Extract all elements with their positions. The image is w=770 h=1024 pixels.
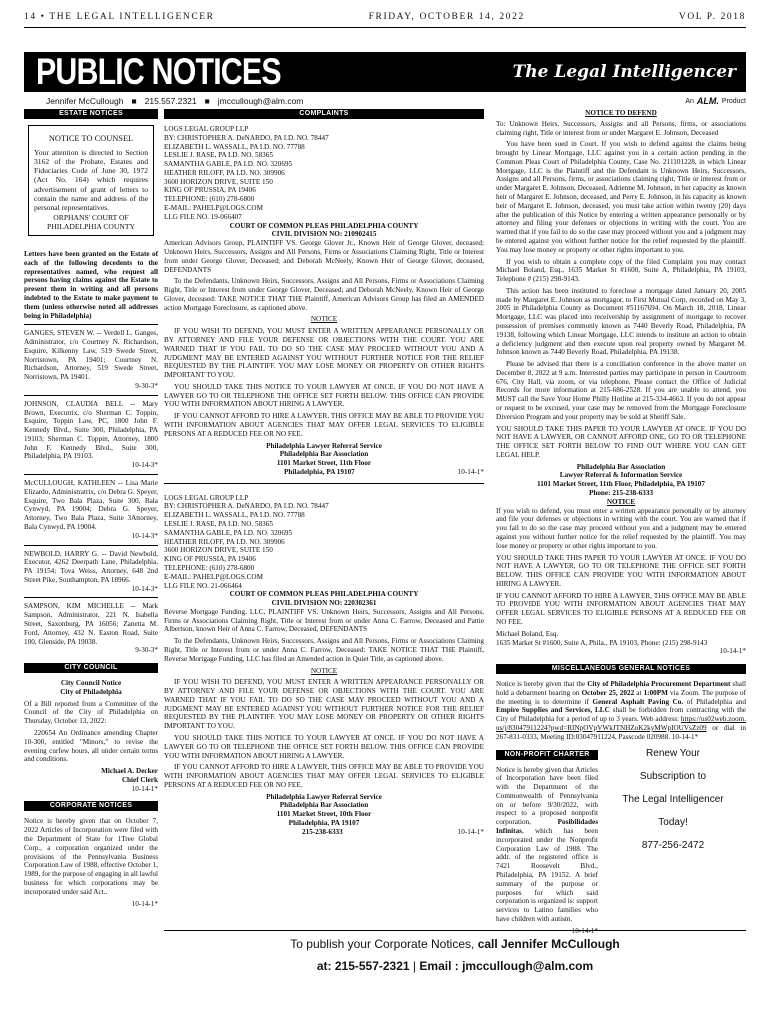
entry-date: 10-14-1*: [131, 784, 158, 793]
box-signature: PHILADELPHIA COUNTY: [47, 221, 135, 231]
section-head-estate: ESTATE NOTICES: [24, 109, 158, 119]
section-head-city-council: CITY COUNCIL: [24, 663, 158, 673]
subscription-phone: 877-256-2472: [641, 840, 705, 851]
entry-date: 10-14-1*: [131, 899, 158, 908]
section-head-misc: MISCELLANEOUS GENERAL NOTICES: [496, 664, 746, 674]
box-title: NOTICE TO COUNSEL: [48, 134, 134, 143]
complaint-text: American Advisors Group, PLAINTIFF VS. George Glover Jr., Known Heir of George Glover, deceased; Unknown Heirs, Successors, Assigns and All Persons, Firms or Associations Claiming Right, Title or Interest from under George Glover, Deceased; and Deborah McNeely, Known Heir of George Glover, deceased, DEFENDANTS: [164, 239, 484, 274]
entry-date: 10-14-3*: [131, 461, 158, 470]
estate-intro: Letters have been granted on the Estate of each of the following decedents to the representatives named, who request all persons having claims against the Estate to present them in writing and all persons indebted to the Estate to make payment to them (unless otherwise noted all addresses being in Philadelphia): [24, 250, 158, 320]
defend-text: YOU SHOULD TAKE THIS PAPER TO YOUR LAWYER AT ONCE. IF YOU DO NOT HAVE A LAWYER, OR CANNOT AFFORD ONE, GO TO OR TELEPHONE THE OFFICE SET FORTH BELOW TO FIND OUT WHERE YOU CAN GET LEGAL HELP.: [496, 424, 746, 459]
alm-logo: ALM.: [696, 96, 719, 106]
estate-entry: McCULLOUGH, KATHLEEN -- Lisa Marie Elizardo, Administratrix, c/o Debra G. Speyer, Esquire, Two Bala Plaza, Suite 300, Bala Cynwyd, PA 19004; Debra G. Speyer, Attorney, Two Bala Plaza, Suite 3Attorney, Bala Cynwyd, PA 19004.: [24, 479, 158, 531]
complaint-text: YOU SHOULD TAKE THIS NOTICE TO YOUR LAWYER AT ONCE. IF YOU DO NOT HAVE A LAWYER GO TO OR TELEPHONE THE OFFICE SET FORTH BELOW. THIS OFFICE CAN PROVIDE YOU WITH INFORMATION ABOUT HIRING A LAWYER.: [164, 734, 484, 760]
divider: [24, 474, 158, 475]
issue-date: FRIDAY, OCTOBER 14, 2022: [368, 11, 525, 22]
entry-date: 10-14-1*: [457, 467, 484, 476]
entry-date: 10-14-1*: [719, 647, 746, 656]
bullet-icon: ■: [204, 96, 210, 106]
defend-text: IF YOU CANNOT AFFORD TO HIRE A LAWYER, THIS OFFICE MAY BE ABLE TO PROVIDE YOU WITH INFORMATION ABOUT AGENCIES THAT MAY OFFER LEGAL SERVICES TO ELIGIBLE PERSONS AT A REDUCED FEE OR NO FEE.: [496, 591, 746, 626]
box-text: Your attention is directed to Section 3162 of the Probate, Estates and Fiduciaries Code of June 30, 1972 (Act No. 164) which requires advertisement of grant of letters to contain the name and address of the personal representatives.: [34, 148, 148, 212]
divider: [164, 483, 484, 484]
entry-date: 9-30-3*: [135, 646, 158, 655]
entry-date: 10-14-1*: [571, 926, 598, 935]
complaint-text: YOU SHOULD TAKE THIS NOTICE TO YOUR LAWYER AT ONCE. IF YOU DO NOT HAVE A LAWYER GO TO OR TELEPHONE THE OFFICE SET FORTH BELOW. THIS OFFICE CAN PROVIDE YOU WITH INFORMATION ABOUT HIRING A LAWYER.: [164, 382, 484, 409]
complaint-text: IF YOU WISH TO DEFEND, YOU MUST ENTER A WRITTEN APPEARANCE PERSONALLY OR BY ATTORNEY AND FILE YOUR DEFENSE OR OBJECTIONS WITH THE COURT. YOU ARE WARNED THAT IF YOU FAIL TO DO SO THE CASE MAY PROCEED WITHOUT YOU AND A JUDGMENT MAY BE ENTERED AGAINST YOU WITHOUT FURTHER NOTICE FOR THE RELIEF REQUESTED BY THE PLAINTIFF. YOU MAY LOSE MONEY OR PROPERTY OR OTHER RIGHTS IMPORTANT TO YOU.: [164, 327, 484, 380]
subscription-ad: Renew Your Subscription to The Legal Intelligencer Today! 877-256-2472: [603, 749, 743, 864]
court-name: COURT OF COMMON PLEAS PHILADELPHIA COUNTY: [229, 221, 419, 230]
notice-heading: NOTICE: [310, 315, 338, 324]
complaint-b: LOGS LEGAL GROUP LLP BY: CHRISTOPHER A. DeNARDO, PA I.D. NO. 78447 ELIZABETH L. WASSALL, PA I.D. NO. 77788 LESLIE J. RASE, PA I.D. NO. 58365 SAMANTHA GABLE, PA I.D. NO. 320695 HEATHER RILOFF, PA I.D. NO. 309906 3600 HORIZON DRIVE, SUITE 150 KING OF PRUSSIA, PA 19406 TELEPHONE: (610) 278-6800 E-MAIL: PAHELP@LOGS.COM LLG FILE NO. 21-066464 COURT OF COMMON PLEAS PHILADELPHIA COUNTY CIVIL DIVISION NO: 220302361: [164, 494, 484, 608]
court-name: COURT OF COMMON PLEAS PHILADELPHIA COUNTY: [229, 590, 419, 599]
footer-contact: call Jennifer McCullough: [477, 937, 620, 951]
estate-entry: GANGES, STEVEN W. -- Verdell L. Ganges, Administrator, c/o Courtney N. Richardson, Esquire, Kilkenny Law, 519 Swede Street, Norristown, PA 19401; Courtney N. Richardson, Attorney, 519 Swede Street, Norristown, PA 19401.: [24, 329, 158, 382]
corporate-text: Notice is hereby given that on October 7, 2022 Articles of Incorporation were filed with the Department of State for 1Tree Global Corp., a corporation organized under the provisions of the Pennsylvania Business Corporation Law of 1988, effective October 1, 1989, for the purpose of engaging in all lawful business for which corporations may be incorporated under said Act..: [24, 817, 158, 896]
defend-text: You have been sued in Court. If you wish to defend against the claims being brought by Linear Mortgage, LLC against you in a certain action pending in the Common Pleas Court of Philadelphia County, Case No. 211101228, in which Linear Mortgage, LLC is the Plaintiff and the Defendant is Unknown Heirs, Successors, Assigns and all Persons, firms, or associations claiming right, Title or interest from or under Margaret E. Johnson, Deceased, Adrienne M. Johnson, in her capacity as known heir of Margaret E. Johnson, deceased, and Perry E. Johnson, in his capacity as known heir of Margaret E. Johnson, deceased, you must take action within twenty (20) days after the publication of this Notice by entering a written appearance personally or by attorney and filing your defenses or objections in writing with the court. You are warned that if you fail to do so the case may proceed without you and a judgment may be entered against you without further notice for the relief requested by the plaintiff. You may lose money or property or other rights important to you.: [496, 140, 746, 254]
bullet-icon: ■: [131, 96, 137, 106]
entry-date: 10-14-1*: [671, 732, 699, 741]
column-notices: NOTICE TO DEFEND To: Unknown Heirs, Successors, Assigns and all Persons, firms, or associations claiming right, Title or interest from or under Margaret E. Johnson, Deceased You have been sued in Court. If you wish to defend against the claims being brought by Linear Mortgage, LLC against you in a certain action pending in the Common Pleas Court of Philadelphia County, Case No. 211101228, in which Linear Mortgage, LLC is the Plaintiff and the Defendant is Unknown Heirs, Successors, Assigns and all Persons, firms, or associations claiming right, Title or interest from or under Margaret E. Johnson, Deceased, Adrienne M. Johnson, in her capacity as known heir of Margaret E. Johnson, deceased, and Perry E. Johnson, in his capacity as known heir of Margaret E. Johnson, deceased, you must take action within twenty (20) days after the publication of this Notice by entering a written appearance personally or by attorney and filing your defenses or objections in writing with the court. You are warned that if you fail to do so the case may proceed without you and a judgment may be entered against you without further notice for the relief requested by the plaintiff. You may lose money or property or other rights important to you. If you wish to obtain a complete copy of the filed Complaint you may contact Michael Boland, Esq., 1635 Market St #1600, Suite A, Philadelphia, PA 19103, Telephone # (215) 298-9143. This action has been instituted to foreclose a mortgage dated January 20, 2005 made by Margaret E. Johnson as mortgagor, to First Mutual Corp, recorded on May 3, 2005 in Philadelphia County as Document #51167694. On March 18, 2018, Linear Mortgage, LLC was placed into receivership by assignment of mortgage to recover possession of premises commonly known as 7440 Beverly Road, Philadelphia, PA 19138, following which Linear Mortgage, LLC intends to institute an action to obtain a deficiency judgment and then execute upon real property owned by Margaret M. Johnson known as 7440 Beverly Road, Philadelphia, PA 19138. Please be advised that there is a conciliation conference in the above matter on December 8, 2022 at 9 a.m. Interested parties may participate in person in Courtroom 676, City Hall, via zoom, or via telephone. Please contact the Office of Judicial Records for more information at 215-686-2528. If you are unable to attend, you MUST call the Save Your Home Philly Hotline at 215-334-4663. If you do not appear or request to be excused, your case may be removed from the Mortgage Foreclosure Diversion Program and your property may be sold at Sheriff Sale. YOU SHOULD TAKE THIS PAPER TO YOUR LAWYER AT ONCE. IF YOU DO NOT HAVE A LAWYER, OR CANNOT AFFORD ONE, GO TO OR TELEPHONE THE OFFICE SET FORTH BELOW TO FIND OUT WHERE YOU CAN GET LEGAL HELP. Philadelphia Bar Association Lawyer Referral & Information Service 1101 Market Street, 11th Floor, Philadelphia, PA 19107 Phone: 215-238-6333 NOTICE If you wish to defend, you must enter a written appearance personally or by attorney and file your defenses or objections in writing with the court. You are warned that if you fail to do so the case may proceed without you and a judgment may be entered against you without further notice for the relief requested by the plaintiff. You may lose money or property or other rights important to you. YOU SHOULD TAKE THIS PAPER TO YOUR LAWYER AT ONCE. IF YOU DO NOT HAVE A LAWYER, GO TO OR TELEPHONE THE OFFICE SET FORTH BELOW. THIS OFFICE CAN PROVIDE YOU WITH INFORMATION ABOUT HIRING A LAWYER. IF YOU CANNOT AFFORD TO HIRE A LAWYER, THIS OFFICE MAY BE ABLE TO PROVIDE YOU WITH INFORMATION ABOUT AGENCIES THAT MAY OFFER LEGAL SERVICES TO ELIGIBLE PERSONS AT A REDUCED FEE OR NO FEE. Michael Boland, Esq. 1635 Market St #1600, Suite A, Phila., PA 19103, Phone: (215) 298-9143 10-14-1* MISCELLANEOUS GENERAL NOTICES Notice is hereby given that the City of Philadelphia Procurement Department shall hold a debarment hearing on October 25, 2022 at 1:00PM via Zoom. The purpose of the meeting is to determine if General Asphalt Paving Co. of Philadelphia and Empire Supplies and Services, LLC shall be forbidden from contracting with the City of Philadelphia for a period of up to 3 years. Web address: https://us02web.zoom.us/j/83047911224?pwd=RINpOVpVWkJTNHZoK2kyMWpIOUVsZz09 or dial in 267-831-0333, Meeting ID:83047911224, Passcode 020988. 10-14-1* NON-PROFIT CHARTER Notice is hereby given that Articles of Incorporation have been filed with the Department of the Commonwealth of Pennsylvania on or before 9/30/2022, with respect to a proposed nonprofit corporation, Posibilidades Infinitas, which has been incorporated under the Nonprofit Corporation Law of 1988. The addr. of the registered office is 7421 Roosevelt Blvd., Philadelphia, PA 19152. A brief summary of the purpose or purposes for which said corporation is organized is: support services to Latino families who have children with autism. 10-14-1* Renew Your Subscription to The Legal Intelligencer Today! 877-256-2472: [496, 109, 746, 935]
notice-heading: NOTICE: [310, 666, 338, 675]
city-subtitle: City of Philadelphia: [60, 687, 122, 696]
divider: [24, 545, 158, 546]
notice-heading: NOTICE: [606, 497, 636, 506]
contact-bar: [24, 95, 746, 107]
civil-division: CIVIL DIVISION NO: 210902415: [271, 230, 377, 239]
alm-product-mark: An ALM. Product: [685, 96, 746, 106]
page-number-label: 14 • THE LEGAL INTELLIGENCER: [24, 11, 215, 22]
defend-text: Please be advised that there is a conciliation conference in the above matter on December 8, 2022 at 9 a.m. Interested parties may participate in person in Courtroom 676, City Hall, via zoom, or via telephone. Please contact the Office of Judicial Records for more information at 215-686-2528. If you are unable to attend, you MUST call the Save Your Home Philly Hotline at 215-334-4663. If you do not appear or request to be excused, your case may be removed from the Mortgage Foreclosure Diversion Program and your property may be sold at Sheriff Sale.: [496, 360, 746, 421]
footer-text: To publish your Corporate Notices,: [290, 937, 475, 951]
complaint-a: LOGS LEGAL GROUP LLP BY: CHRISTOPHER A. DeNARDO, PA I.D. NO. 78447 ELIZABETH L. WASSALL, PA I.D. NO. 77788 LESLIE J. RASE, PA I.D. NO. 58365 SAMANTHA GABLE, PA I.D. NO. 320695 HEATHER RILOFF, PA I.D. NO. 309906 3600 HORIZON DRIVE, SUITE 150 KING OF PRUSSIA, PA 19406 TELEPHONE: (610) 278-6800 E-MAIL: PAHELP@LOGS.COM LLG FILE NO. 19-066407 COURT OF COMMON PLEAS PHILADELPHIA COUNTY CIVIL DIVISION NO: 210902415: [164, 125, 484, 239]
contact-name: Jennifer McCullough: [46, 96, 124, 106]
estate-entry: NEWBOLD, HARRY G. -- David Newbold, Executor, 4262 Deerpath Lane, Philadelphia, PA 19154; Tova Weiss, Attorney, 648 2nd Street Pike, Southampton, PA 18966.: [24, 549, 158, 584]
footer-phone: at: 215-557-2321: [316, 959, 410, 973]
section-head-complaints: COMPLAINTS: [164, 109, 484, 119]
section-title: PUBLIC NOTICES: [36, 51, 281, 92]
complaint-text: Reverse Mortgage Funding, LLC, PLAINTIFF VS. Unknown Heirs, Successors, Assigns and All Persons, Firms or Associations Claiming Right, Title or Interest from or under Anna C. Farrow, Deceased and Pattie Albertson, known Heir of Anna C. Farrow, Deceased, DEFENDANTS: [164, 607, 484, 634]
estate-entry: JOHNSON, CLAUDIA BELL -- Mary Brown, Executrix, c/o Sherman C. Toppin, Esquire, Toppin Law, PC, 1800 John F. Kennedy Blvd., Suite 300, Philadelphia, PA 19103; Sherman C. Toppin, Attorney, 1800 John F. Kennedy Blvd., Suite 300, Philadelphia, PA 19103.: [24, 399, 158, 461]
section-head-corporate: CORPORATE NOTICES: [24, 801, 158, 811]
column-complaints: COMPLAINTS LOGS LEGAL GROUP LLP BY: CHRISTOPHER A. DeNARDO, PA I.D. NO. 78447 ELIZABETH L. WASSALL, PA I.D. NO. 77788 LESLIE J. RASE, PA I.D. NO. 58365 SAMANTHA GABLE, PA I.D. NO. 320695 HEATHER RILOFF, PA I.D. NO. 309906 3600 HORIZON DRIVE, SUITE 150 KING OF PRUSSIA, PA 19406 TELEPHONE: (610) 278-6800 E-MAIL: PAHELP@LOGS.COM LLG FILE NO. 19-066407 COURT OF COMMON PLEAS PHILADELPHIA COUNTY CIVIL DIVISION NO: 210902415 American Advisors Group, PLAINTIFF VS. George Glover Jr., Known Heir of George Glover, deceased; Unknown Heirs, Successors, Assigns and All Persons, Firms or Associations Claiming Right, Title or Interest from under George Glover, Deceased; and Deborah McNeely, Known Heir of George Glover, deceased, DEFENDANTS To the Defendants, Unknown Heirs, Successors, Assigns and All Persons, Firms or Associations Claiming Right, Title or Interest from under George Glover, Deceased; and Deborah McNeely, Known Heir of George Glover, deceased: TAKE NOTICE THAT THE Plaintiff, American Advisors Group has filed an AMENDED action Mortgage Foreclosure, as captioned above. NOTICE IF YOU WISH TO DEFEND, YOU MUST ENTER A WRITTEN APPEARANCE PERSONALLY OR BY ATTORNEY AND FILE YOUR DEFENSE OR OBJECTIONS WITH THE COURT. YOU ARE WARNED THAT IF YOU FAIL TO DO SO THE CASE MAY PROCEED WITHOUT YOU AND A JUDGMENT MAY BE ENTERED AGAINST YOU WITHOUT FURTHER NOTICE FOR THE RELIEF REQUESTED BY THE PLAINTIFF. YOU MAY LOSE MONEY OR PROPERTY OR OTHER RIGHTS IMPORTANT TO YOU. YOU SHOULD TAKE THIS NOTICE TO YOUR LAWYER AT ONCE. IF YOU DO NOT HAVE A LAWYER GO TO OR TELEPHONE THE OFFICE SET FORTH BELOW. THIS OFFICE CAN PROVIDE YOU WITH INFORMATION ABOUT HIRING A LAWYER. IF YOU CANNOT AFFORD TO HIRE A LAWYER, THIS OFFICE MAY BE ABLE TO PROVIDE YOU WITH INFORMATION ABOUT AGENCIES THAT MAY OFFER LEGAL SERVICES TO ELIGIBLE PERSONS AT A REDUCED FEE OR NO FEE. Philadelphia Lawyer Referral Service Philadelphia Bar Association 1101 Market Street, 11th Floor Philadelphia, PA 19107 10-14-1* LOGS LEGAL GROUP LLP BY: CHRISTOPHER A. DeNARDO, PA I.D. NO. 78447 ELIZABETH L. WASSALL, PA I.D. NO. 77788 LESLIE J. RASE, PA I.D. NO. 58365 SAMANTHA GABLE, PA I.D. NO. 320695 HEATHER RILOFF, PA I.D. NO. 309906 3600 HORIZON DRIVE, SUITE 150 KING OF PRUSSIA, PA 19406 TELEPHONE: (610) 278-6800 E-MAIL: PAHELP@LOGS.COM LLG FILE NO. 21-066464 COURT OF COMMON PLEAS PHILADELPHIA COUNTY CIVIL DIVISION NO: 220302361 Reverse Mortgage Funding, LLC, PLAINTIFF VS. Unknown Heirs, Successors, Assigns and All Persons, Firms or Associations Claiming Right, Title or Interest from or under Anna C. Farrow, Deceased and Pattie Albertson, known Heir of Anna C. Farrow, Deceased, DEFENDANTS To the Defendants, Unknown Heirs, Successors, Assigns and All Persons, Firms or Associations Claiming Right, Title or Interest from or under Anna C. Farrow, Deceased: TAKE NOTICE THAT THE Plaintiff, Reverse Mortgage Funding, LLC has filed an Amended action in Quiet Title, as captioned above. NOTICE IF YOU WISH TO DEFEND, YOU MUST ENTER A WRITTEN APPEARANCE PERSONALLY OR BY ATTORNEY AND FILE YOUR DEFENSE OR OBJECTIONS WITH THE COURT. YOU ARE WARNED THAT IF YOU FAIL TO DO SO THE CASE MAY PROCEED WITHOUT YOU AND A JUDGMENT MAY BE ENTERED AGAINST YOU WITHOUT FURTHER NOTICE FOR THE RELIEF REQUESTED BY THE PLAINTIFF. YOU MAY LOSE MONEY OR PROPERTY OR OTHER RIGHTS IMPORTANT TO YOU. YOU SHOULD TAKE THIS NOTICE TO YOUR LAWYER AT ONCE. IF YOU DO NOT HAVE A LAWYER GO TO OR TELEPHONE THE OFFICE SET FORTH BELOW. THIS OFFICE CAN PROVIDE YOU WITH INFORMATION ABOUT HIRING A LAWYER. IF YOU CANNOT AFFORD TO HIRE A LAWYER, THIS OFFICE MAY BE ABLE TO PROVIDE YOU WITH INFORMATION ABOUT AGENCIES THAT MAY OFFER LEGAL SERVICES TO ELIGIBLE PERSONS AT A REDUCED FEE OR NO FEE. Philadelphia Lawyer Referral Service Philadelphia Bar Association 1101 Market Street, 10th Floor Philadelphia, PA 19107 215-238-6333 10-14-1*: [164, 110, 484, 836]
defend-text: This action has been instituted to foreclose a mortgage dated January 20, 2005 made by Margaret E. Johnson as mortgagor, to First Mutual Corp, recorded on May 3, 2005 in Philadelphia County as Document #51167694. On March 18, 2018, Linear Mortgage, LLC was placed into receivership by assignment of mortgage to recover possession of premises commonly known as 7440 Beverly Road, Philadelphia, PA 19138, following which Linear Mortgage, LLC intends to institute an action to obtain a deficiency judgment and then execute upon real property owned by Margaret M. Johnson known as 7440 Beverly Road, Philadelphia, PA 19138.: [496, 286, 746, 357]
complaint-text: IF YOU WISH TO DEFEND, YOU MUST ENTER A WRITTEN APPEARANCE PERSONALLY OR BY ATTORNEY AND FILE YOUR DEFENSE OR OBJECTIONS WITH THE COURT. YOU ARE WARNED THAT IF YOU FAIL TO DO SO THE CASE MAY PROCEED WITHOUT YOU AND A JUDGMENT MAY BE ENTERED AGAINST YOU WITHOUT FURTHER NOTICE FOR THE RELIEF REQUESTED BY THE PLAINTIFF. YOU MAY LOSE MONEY OR PROPERTY OR OTHER RIGHTS IMPORTANT TO YOU.: [164, 678, 484, 731]
defend-text: To: Unknown Heirs, Successors, Assigns and all Persons, firms, or associations claiming right, Title or interest from or under Margaret E. Johnson, Deceased: [496, 119, 746, 137]
publication-logo: The Legal Intelligencer: [512, 62, 736, 82]
entry-date: 10-14-1*: [457, 827, 484, 836]
column-estate: [24, 107, 158, 1019]
contact-phone: 215.557.2321: [144, 96, 197, 106]
page-header: [24, 6, 746, 28]
entry-date: 9-30-3*: [135, 382, 158, 390]
section-head-nonprofit: NON-PROFIT CHARTER: [496, 750, 598, 760]
contact-email[interactable]: jmccullough@alm.com: [217, 96, 304, 106]
city-title: City Council Notice: [60, 679, 122, 688]
footer-ad: To publish your Corporate Notices, call Jennifer McCullough at: 215-557-2321 | Email : jmccullough@alm.com: [164, 930, 746, 1000]
defend-text: If you wish to defend, you must enter a written appearance personally or by attorney and file your defenses or objections in writing with the court. You are warned that if you fail to do so the case may proceed without you and a judgment may be entered against you without further notice for the relief requested by the plaintiff. You may lose money or property or other rights important to you.: [496, 506, 746, 550]
defend-text: If you wish to obtain a complete copy of the filed Complaint you may contact Michael Boland, Esq., 1635 Market St #1600, Suite A, Philadelphia, PA 19103, Telephone # (215) 298-9143.: [496, 257, 746, 284]
divider: [24, 395, 158, 396]
footer-email[interactable]: Email : jmccullough@alm.com: [419, 959, 594, 973]
notice-to-counsel-box: [28, 125, 154, 236]
defend-text: YOU SHOULD TAKE THIS PAPER TO YOUR LAWYER AT ONCE. IF YOU DO NOT HAVE A LAWYER, GO TO OR TELEPHONE THE OFFICE SET FORTH BELOW. THIS OFFICE CAN PROVIDE YOU WITH INFORMATION ABOUT HIRING A LAWYER.: [496, 553, 746, 588]
entry-date: 10-14-3*: [131, 531, 158, 540]
section-banner: [24, 52, 746, 92]
misc-notice-text: Notice is hereby given that the City of Philadelphia Procurement Department shall hold a debarment hearing on October 25, 2022 at 1:00PM via Zoom. The purpose of the meeting is to determine if General Asphalt Paving Co. of Philadelphia and Empire Supplies and Services, LLC shall be forbidden from contracting with the City of Philadelphia for a period of up to 3 years. Web address: https://us02web.zoom.us/j/83047911224?pwd=RINpOVpVWkJTNHZoK2kyMWpIOUVsZz09 or dial in 267-831-0333, Meeting ID:83047911224, Passcode 020988. 10-14-1*: [496, 680, 746, 741]
complaint-text: To the Defendants, Unknown Heirs, Successors, Assigns and All Persons, Firms or Associations Claiming Right, Title or Interest from or under Anna C. Farrow, Deceased: TAKE NOTICE THAT THE Plaintiff, Reverse Mortgage Funding, LLC has filed an Amended action in Quiet Title, as captioned above.: [164, 637, 484, 663]
estate-entry: SAMPSON, KIM MICHELLE -- Mark Sampson, Administrator, 221 N. Isabella Street, Saxonburg, PA 16056; Zanetta M. Ford, Attorney, 432 N. Easton Road, Suite 100, Glenside, PA 19038.: [24, 602, 158, 646]
civil-division: CIVIL DIVISION NO: 220302361: [271, 599, 377, 608]
city-text: Of a Bill reported from a Committee of the Council of the City of Philadelphia on Thursday, October 13, 2022:: [24, 699, 158, 726]
city-signature: Michael A. Decker: [101, 767, 158, 776]
notice-to-defend-title: NOTICE TO DEFEND: [585, 109, 657, 117]
complaint-text: IF YOU CANNOT AFFORD TO HIRE A LAWYER, THIS OFFICE MAY BE ABLE TO PROVIDE YOU WITH INFORMATION ABOUT AGENCIES THAT MAY OFFER LEGAL SERVICES TO ELIGIBLE PERSONS AT A REDUCED FEE OR NO FEE.: [164, 412, 484, 438]
divider: [24, 324, 158, 325]
nonprofit-text: Notice is hereby given that Articles of Incorporation have been filed with the Department of the Commonwealth of Pennsylvania on or before 9/30/2022, with respect to a proposed nonprofit corporation, Posibilidades Infinitas, which has been incorporated under the Nonprofit Corporation Law of 1988. The addr. of the registered office is 7421 Roosevelt Blvd., Philadelphia, PA 19152. A brief summary of the purpose or purposes for which said corporation is organized is: support services to Latino families who have children with autism.: [496, 765, 598, 923]
volume-label: VOL P. 2018: [678, 11, 746, 22]
box-signature: ORPHANS' COURT OF: [53, 212, 129, 222]
city-ordinance: 220654 An Ordinance amending Chapter 10-300, entitled "Minors," to revise the evening curfew hours, all under certain terms and conditions.: [24, 729, 158, 764]
divider: [24, 597, 158, 598]
complaint-text: To the Defendants, Unknown Heirs, Successors, Assigns and All Persons, Firms or Associations Claiming Right, Title or Interest from under George Glover, Deceased; and Deborah McNeely, Known Heir of George Glover, deceased: TAKE NOTICE THAT THE Plaintiff, American Advisors Group has filed an AMENDED action Mortgage Foreclosure, as captioned above.: [164, 277, 484, 312]
entry-date: 10-14-3*: [131, 584, 158, 593]
complaint-text: IF YOU CANNOT AFFORD TO HIRE A LAWYER, THIS OFFICE MAY BE ABLE TO PROVIDE YOU WITH INFORMATION ABOUT AGENCIES THAT MAY OFFER LEGAL SERVICES TO ELIGIBLE PERSONS AT A REDUCED FEE OR NO FEE.: [164, 763, 484, 789]
city-signature-title: Chief Clerk: [121, 775, 158, 784]
zoom-link[interactable]: https://us02web.zoom.us/j/83047911224?pwd=RINpOVpVWkJTNHZoK2kyMWpIOUVsZz09: [496, 715, 746, 732]
